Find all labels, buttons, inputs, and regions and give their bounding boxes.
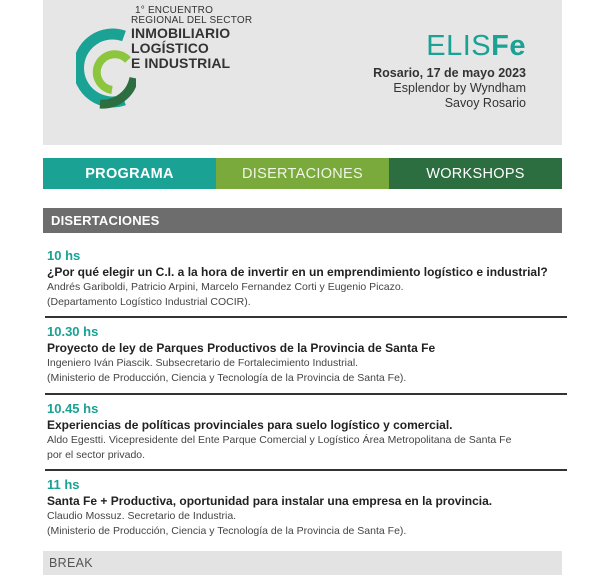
logo-line-5: E INDUSTRIAL <box>131 55 231 71</box>
brand-wordmark <box>426 30 526 62</box>
entry-speakers: Andrés Gariboldi, Patricio Arpini, Marcelo Fernandez Corti y Eugenio Picazo. <box>47 281 404 293</box>
divider <box>45 393 567 395</box>
entry-title: ¿Por qué elegir un C.I. a la hora de invertir en un emprendimiento logístico e industrial? <box>47 265 548 279</box>
entry-organization: por el sector privado. <box>47 449 146 461</box>
entry-speakers: Aldo Egestti. Vicepresidente del Ente Parque Comercial y Logístico Área Metropolitana de Santa Fe <box>47 434 512 446</box>
logo-line-4: LOGÍSTICO <box>131 40 209 56</box>
entry-time: 10.45 hs <box>47 401 99 416</box>
divider <box>45 316 567 318</box>
logo-line-2: REGIONAL DEL SECTOR <box>131 15 253 26</box>
schedule-entry <box>47 477 567 539</box>
logo-line-3: INMOBILIARIO <box>131 25 231 41</box>
entry-organization: (Ministerio de Producción, Ciencia y Tecnología de la Provincia de Santa Fe). <box>47 525 407 537</box>
schedule-entry <box>47 401 567 463</box>
brand-prefix: ELIS <box>426 30 492 62</box>
entry-speakers: Ingeniero Iván Piascik. Subsecretario de Fortalecimiento Industrial. <box>47 357 359 369</box>
entry-title: Experiencias de políticas provinciales para suelo logístico y comercial. <box>47 418 453 432</box>
entry-time: 11 hs <box>47 477 80 492</box>
logo-line-1: 1° ENCUENTRO <box>135 5 214 16</box>
entry-title: Santa Fe + Productiva, oportunidad para instalar una empresa en la provincia. <box>47 494 493 508</box>
entry-speakers: Claudio Mossuz. Secretario de Industria. <box>47 510 237 522</box>
brand-suffix: Fe <box>491 30 526 62</box>
entry-time: 10.30 hs <box>47 324 99 339</box>
entry-organization: (Ministerio de Producción, Ciencia y Tecnología de la Provincia de Santa Fe). <box>47 372 407 384</box>
tab-programa[interactable]: PROGRAMA <box>43 158 216 189</box>
schedule-entry <box>47 248 567 310</box>
tab-disertaciones[interactable]: DISERTACIONES <box>216 158 389 189</box>
entry-time: 10 hs <box>47 248 81 263</box>
divider <box>45 469 567 471</box>
navigation-tabs <box>43 158 562 189</box>
tab-workshops[interactable]: WORKSHOPS <box>389 158 562 189</box>
event-header <box>43 0 562 145</box>
entry-title: Proyecto de ley de Parques Productivos de la Provincia de Santa Fe <box>47 341 436 355</box>
entry-organization: (Departamento Logístico Industrial COCIR). <box>47 296 251 308</box>
event-date: Rosario, 17 de mayo 2023 <box>373 66 526 80</box>
schedule-entry <box>47 324 567 386</box>
venue-line-1: Esplendor by Wyndham <box>393 81 526 95</box>
break-bar: BREAK <box>43 551 562 575</box>
section-title: DISERTACIONES <box>43 208 562 233</box>
event-logo-icon <box>76 26 136 110</box>
venue-line-2: Savoy Rosario <box>444 96 526 110</box>
